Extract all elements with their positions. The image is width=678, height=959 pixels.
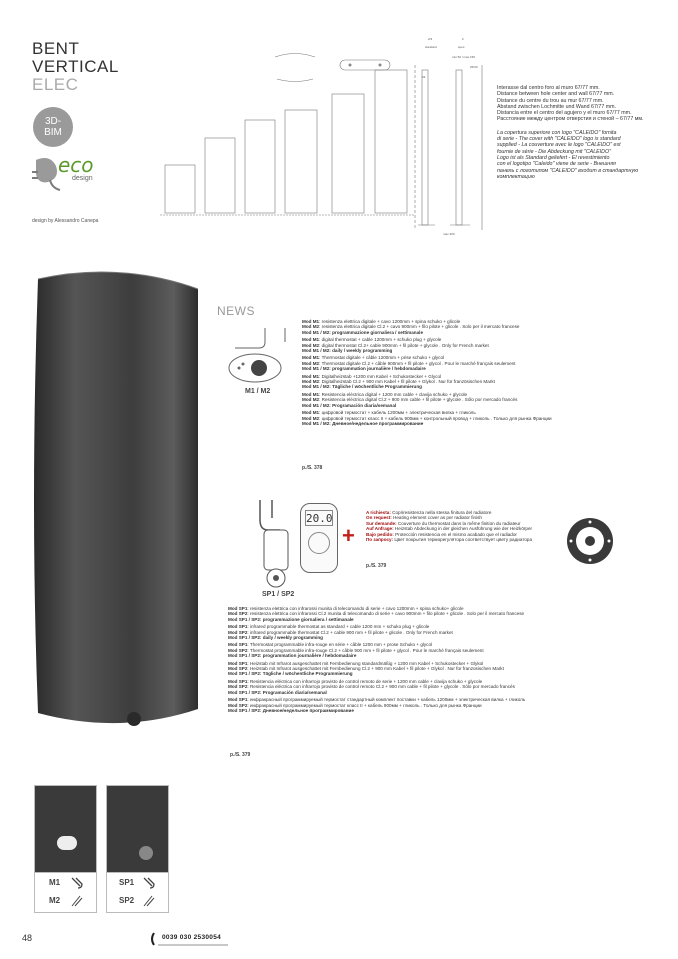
- phone-number[interactable]: 0039 030 2530054: [162, 934, 222, 941]
- thumb-sp1sp2: [106, 785, 169, 873]
- spec-line-fr: Distance du centre du trou au mur 67/77 mm.: [497, 97, 604, 104]
- remote-dial-icon: [308, 532, 330, 554]
- model-text: : digital thermostat Cl.2+ cable 900mm + fil pilote + glycole . Only for French market: [319, 342, 489, 348]
- spec-cover: [497, 130, 657, 180]
- model-code: Mod M1 / M2: Programación diaria/semanal: [302, 402, 397, 408]
- model-code: Mod M1 / M2: Дневное/недельное программирование: [302, 420, 424, 426]
- model-text: : Thermostat programmable infra-rouge Cl.2 + câble 900 mm + fil pilote + glycol . Pour le marché français seulement: [247, 647, 484, 653]
- dim-label-3: 25/30: [470, 65, 478, 69]
- spec-line-en: Distance between hole center and wall 67/77 mm.: [497, 91, 615, 98]
- model-text: : инфракрасный программируемый термостат стандартный комплект поставки + кабель 1200мм + электрическая вилка + гликоль: [247, 697, 526, 703]
- cover-line: Logo ist als Standard geliefert - El revestimiento: [497, 154, 610, 161]
- model-text: : Digitalheizstab Cl.2 + 900 mm Kabel + fil pilote + Glykol . Nur für französischen Markt: [319, 379, 495, 385]
- cover-line: supplied - La couverture avec le logo "CALEIDO" est: [497, 142, 621, 149]
- model-code: Mod SP1 / SP2: programmazione giornaliera / settimanale: [228, 616, 354, 622]
- plus-icon: +: [342, 523, 355, 548]
- model-code: Mod M1 / M2: programmation journalière / hebdomadaire: [302, 366, 426, 372]
- model-code: Mod SP1 / SP2: Дневное/недельное программирование: [228, 707, 354, 713]
- spec-line-ru: Расстояние между центром отверстия и стеной – 67/77 мм.: [497, 116, 644, 123]
- label-m1: M1: [49, 878, 61, 887]
- model-code: Mod SP2: [228, 666, 248, 672]
- request-text: Heating element cover as per radiator finish: [391, 515, 482, 521]
- model-code: Mod SP1 / SP2: Tägliche / wöchentliche Programmierung: [228, 671, 353, 677]
- heating-element-knob: [127, 712, 141, 726]
- model-text: : resistenza elettrica digitale Cl.2 + cavo 900mm + filo pilote + glicole . Solo per il mercato francese: [319, 324, 520, 330]
- bim-badge-line1: 3D-: [44, 116, 62, 127]
- request-lang: On request:: [366, 515, 392, 521]
- plug-icon: [70, 876, 84, 890]
- wire-icon: [142, 894, 156, 908]
- model-code: Mod M2: [302, 379, 320, 385]
- model-code: Mod M1: [302, 337, 320, 343]
- model-text: : Resistencia eléctrica digital + 1200 mm cable + clavija schuko + glycole: [319, 391, 468, 397]
- thumb-m1m2: [34, 785, 97, 873]
- model-code: Mod SP2: [228, 684, 248, 690]
- model-text: : Digitalheizstab +1200 mm Kabel + Schukostecker + Glycol: [319, 373, 442, 379]
- model-code: Mod SP2: [228, 702, 248, 708]
- model-code: Mod M2: [302, 342, 320, 348]
- model-code: Mod SP1: [228, 678, 248, 684]
- spec-line-de: Abstand zwischen Lochmitte und Wand 67/77 mm.: [497, 103, 617, 110]
- model-code: Mod SP2: [228, 611, 248, 617]
- spec-label: spec.: [458, 45, 466, 49]
- model-row: [228, 708, 525, 713]
- on-request-notes: [366, 510, 532, 542]
- model-text: : infrared programmable thermostat Cl.2 + cable 900 mm + fil pilote + glicole . Only for French market: [247, 629, 453, 635]
- title-line-3: ELEC: [32, 75, 79, 94]
- wall-plate-icon: [566, 517, 614, 565]
- news-heading: NEWS: [217, 304, 255, 318]
- request-text: Couverture du thermostat dans la même finition du radiateur: [396, 520, 521, 526]
- label-sp1: SP1: [119, 878, 135, 887]
- model-text: : Thermostat programmable infra-rouge en série + câble 1200 mm + prose Schuko + glycol: [247, 642, 433, 648]
- title-line-2: VERTICAL: [32, 57, 119, 76]
- model-code: Mod M1: [302, 319, 320, 324]
- model-code: Mod M2: [302, 415, 320, 421]
- request-text: Heizstab Abdeckung in der gleichen Ausführung wie der Heizkörper: [393, 526, 533, 532]
- sp-page-ref: p./S. 379: [230, 752, 251, 758]
- bim-badge-line2: BIM: [44, 127, 62, 138]
- request-page-ref: p./S. 379: [366, 563, 387, 569]
- request-lang: Sur demande:: [366, 520, 397, 526]
- standard-label: standard: [425, 45, 437, 49]
- model-code: Mod SP1 / SP2: daily / weekly programming: [228, 635, 323, 641]
- knob-sp-thumb-icon: [139, 846, 153, 860]
- m1m2-page-ref: p./S. 378: [302, 465, 323, 471]
- technical-drawing: [160, 30, 490, 240]
- model-code: Mod M1: [302, 355, 320, 361]
- dim-label-1: 2/3: [428, 37, 433, 41]
- model-code: Mod SP2: [228, 647, 248, 653]
- request-text: Protección resistencia en el mismo acabado que el radiador: [393, 531, 517, 537]
- model-code: Mod SP1 / SP2: Programación diaria/semanal: [228, 689, 327, 695]
- wire-icon: [70, 894, 84, 908]
- sp-descriptions: [228, 606, 525, 713]
- spec-line-es: Distancia entre el centro del agujero y el muro 67/77 mm.: [497, 110, 632, 117]
- model-code: Mod M2: [302, 397, 320, 403]
- model-code: Mod M1: [302, 373, 320, 379]
- cover-line: панель с логотипом "CALEIDO" входит в стандартную: [497, 167, 639, 174]
- model-text: : Heizstab mit Infrarot ausgeschattet mit Fernbedienung standardmäßig + 1200 mm Kabel + Schukostecker + Glykol: [247, 660, 484, 666]
- request-lang: A richiesta:: [366, 510, 391, 515]
- model-text: : цифровой термостат + кабель 1200мм + электрическая вилка + гликоль: [319, 410, 476, 416]
- spec-line-it: Interasse dal centro foro al muro 67/77 mm.: [497, 85, 600, 91]
- model-code: Mod SP2: [228, 629, 248, 635]
- model-text: : Thermostat digitale Cl.2 + câble 900mm + fil pilote + glycol . Pour le marché français seulement: [319, 360, 516, 366]
- cover-line: con el logotipo "Caleido" viene de serie - Внешняя: [497, 161, 616, 168]
- title-line-1: BENT: [32, 39, 80, 58]
- eco-logo-word: eco: [58, 153, 94, 177]
- label-sp2: SP2: [119, 896, 135, 905]
- model-code: Mod M1 / M2: Tägliche / wöchentliche Programmierung: [302, 384, 422, 390]
- model-code: Mod SP1: [228, 660, 248, 666]
- min-max-label: min 50 / max 150: [452, 55, 476, 59]
- model-text: : Resistencia eléctrica con infrarrojo provisto de control remoto Cl.2 + 900 mm cable + fil pilote + glycole . Sólo por mercado francés: [247, 684, 515, 690]
- model-text: : resistenza elettrica con infrarossi Cl.2 munita di telecomando di serie + cavo 900mm + filo pilote + glicole . Solo per il mercato francese: [247, 611, 525, 617]
- thermostat-m-thumb-icon: [57, 836, 77, 850]
- model-text: : Heizstab mit Infrarot ausgeschattet mit Fernbedienung Cl.2 + 900 mm Kabel + fil pilote + Glykol . Nur für franzosischen Markt: [247, 666, 504, 672]
- sp-label: SP1 / SP2: [262, 591, 295, 598]
- request-text: Copriresistenza nella stessa finitura del radiatore: [390, 510, 492, 515]
- cover-line: fournie de série - Die Abdeckung mit "CALEIDO": [497, 148, 611, 155]
- model-text: : инфракрасный программируемый термостат класс II + кабель 900мм + гликоль . Только для рынка Франции: [247, 702, 482, 708]
- model-text: : Thermostat digitale + câble 1200mm + prise schuko + glycol: [319, 355, 445, 361]
- radiator-image: [30, 265, 200, 735]
- product-title: [32, 40, 119, 94]
- model-code: Mod M1: [302, 410, 320, 416]
- cover-line: La copertura superiore con logo "CALEIDO" fornita: [497, 129, 617, 136]
- spec-notes: [497, 85, 657, 187]
- bim-badge[interactable]: [33, 107, 73, 147]
- model-code: Mod SP1: [228, 606, 248, 611]
- model-text: : resistenza elettrica con infrarossi munita di telecomando di serie + cavo 1200mm + spina schuko+ glicole: [247, 606, 464, 611]
- model-text: : resistenza elettrica digitale + cavo 1200mm + spina schuko + glicole: [319, 319, 461, 324]
- plug-icon: [142, 876, 156, 890]
- model-code: Mod M2: [302, 360, 320, 366]
- model-text: : цифровой термостат класс II + кабель 900мм + контрольный провод + гликоль . Только для рынка Франции: [319, 415, 552, 421]
- thumb-m-labels: [34, 873, 97, 913]
- designer-credit: design by Alessandro Canepa: [32, 218, 99, 224]
- request-row: [366, 537, 532, 542]
- model-text: : infrared programmable thermostat as standard + cable 1200 mm + schuko plug + glicole: [247, 624, 430, 630]
- dim-label-5: max 300: [443, 232, 455, 236]
- model-code: Mod M2: [302, 324, 320, 330]
- model-text: : digital thermostat + cable 1200mm + schuko plug + glycole: [319, 337, 442, 343]
- request-lang: Auf Anfrage:: [366, 526, 394, 532]
- cover-line: комплектацию: [497, 173, 535, 180]
- model-row: [302, 421, 552, 426]
- model-code: Mod M1: [302, 391, 320, 397]
- model-code: Mod SP1: [228, 697, 248, 703]
- request-text: Цвет покрытия термoрегулятора соответствует цвету радиатора: [393, 537, 533, 543]
- model-text: : Resistencia eléctrica con infrarrojo provisto de control remoto de serie + 1200 mm cable + clavija schuko + glycole: [247, 678, 483, 684]
- thumb-sp-labels: [106, 873, 169, 913]
- model-code: Mod SP1: [228, 624, 248, 630]
- dim-label-2: 2: [462, 37, 464, 41]
- eco-logo-sub: design: [72, 175, 93, 182]
- m1m2-descriptions: [302, 319, 552, 426]
- m1m2-label: M1 / M2: [245, 388, 271, 395]
- heating-element-sp-icon: [250, 500, 300, 590]
- model-code: Mod SP1 / SP2: programmation journalière / hebdomadaire: [228, 653, 357, 659]
- model-text: : Resistencia eléctrica digital Cl.2 + 900 mm cable + fil pilote + glycole . Sólo por mercado francés: [319, 397, 518, 403]
- model-code: Mod M1 / M2: daily / weekly programming: [302, 348, 393, 354]
- request-lang: По запросу:: [366, 537, 394, 543]
- cover-line: di serie - The cover with "CALEIDO" logo is standard: [497, 136, 621, 143]
- thermostat-m1-icon: [225, 328, 295, 388]
- model-code: Mod M1 / M2: programmazione giornaliera / settimanale: [302, 329, 423, 335]
- remote-control: [300, 503, 338, 573]
- remote-display: 20.0: [306, 512, 333, 525]
- spec-distance: [497, 85, 657, 123]
- label-m2: M2: [49, 896, 61, 905]
- model-code: Mod SP1: [228, 642, 248, 648]
- page-number: 48: [22, 933, 33, 943]
- dim-label-4: 63: [422, 75, 426, 79]
- request-lang: Bajo pedido:: [366, 531, 394, 537]
